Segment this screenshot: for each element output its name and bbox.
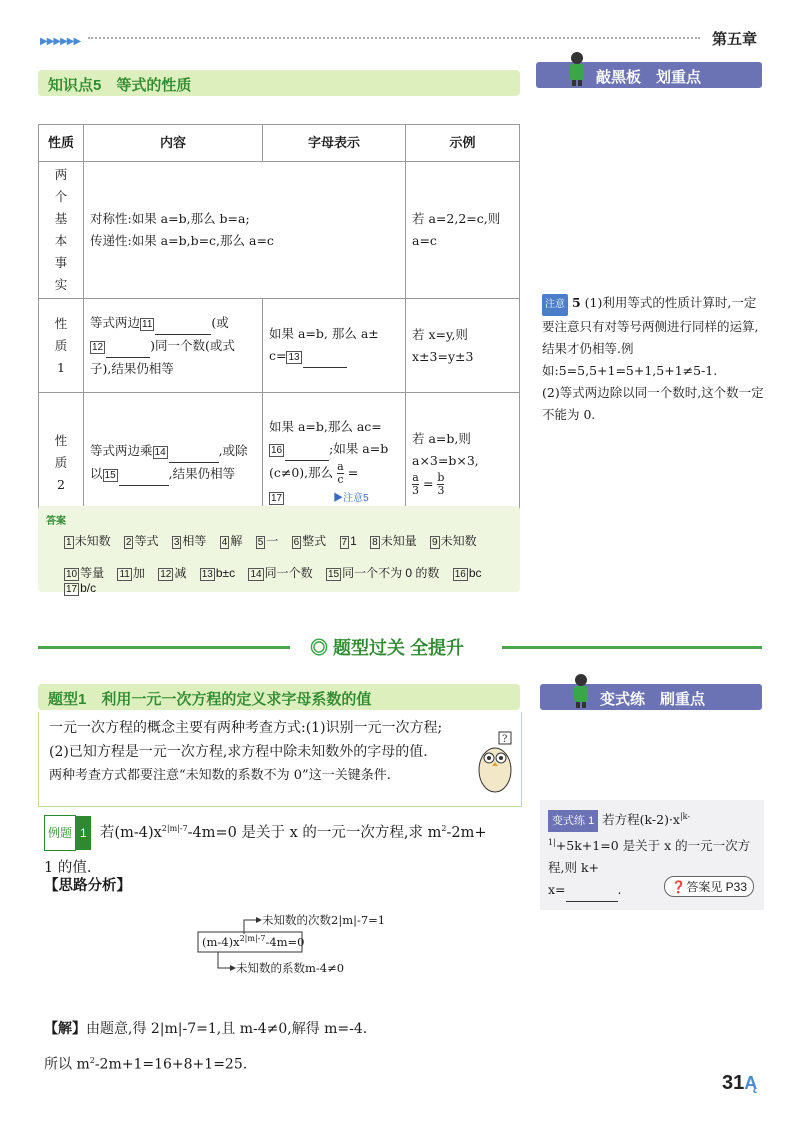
fraction: $\frac{b}{3}$ <box>437 471 445 497</box>
row-example: 若 a=b,则 a×3=b×3, $\frac{a}{3}$ = $\frac{b}{3}$ <box>406 393 520 533</box>
answers-box <box>38 506 520 595</box>
solution-block: 【解】由题意,得 2|m|-7=1,且 m-4≠0,解得 m=-4. 所以 $m^2-2m+1=16+8+1=25$. <box>44 1020 368 1073</box>
blank-field[interactable] <box>303 345 347 368</box>
student-icon <box>566 672 596 708</box>
variant-box: 变式练 1 若方程$(k-2)\cdot x^{|k-1|}+5k+1=0$ 是关于 x 的一元一次方程,则 k+ x= . ❓答案见 P33 <box>540 800 764 910</box>
row-name: 两个基本事实 <box>39 162 84 299</box>
row-name: 性质1 <box>39 299 84 393</box>
example-block: 例题 1 若$(m-4)x^{2|m|-7}-4m=0$ 是关于 x 的一元一次方程,求 $m^2-2m+$ 1 的值. <box>44 812 524 885</box>
section-header <box>38 70 520 96</box>
section-title: 知识点5 等式的性质 <box>48 77 192 94</box>
question-icon: ❓ <box>671 880 687 894</box>
row-letter: 如果 a=b, 那么 a± c= 13 <box>263 299 406 393</box>
row-content: 等式两边 11 (或 12 )同一个数(或式子),结果仍相等 <box>84 299 263 393</box>
teacher-icon <box>562 50 592 86</box>
chapter-title: 第五章 <box>712 31 758 48</box>
answer-ref-button[interactable]: ❓答案见 P33 <box>664 876 754 897</box>
answers-label: 答案 <box>46 516 66 527</box>
answers-row: 10 等量 11 加 12 减 13 b±c 14 同一个数 15 同一个不为 0 的数 16 bc 17 b/c <box>66 566 482 595</box>
variant-banner-title: 变式练 刷重点 <box>600 691 706 708</box>
analysis-label: 【思路分析】 <box>44 878 131 894</box>
blank-field[interactable] <box>119 463 169 486</box>
col-header: 性质 <box>39 125 84 162</box>
note-text: (2)等式两边除以同一个数时,这个数一定不能为 0. <box>542 385 764 422</box>
col-header: 示例 <box>406 125 520 162</box>
table-header-row <box>39 125 520 162</box>
practice-banner: ◎ 题型过关 全提升 <box>310 638 465 658</box>
arrow-decor-icon: ▶▶▶▶▶▶ <box>40 36 81 47</box>
type-intro: 一元一次方程的概念主要有两种考查方式:(1)识别一元一次方程; (2)已知方程是一元一次方程,求方程中除未知数外的字母的值. 两种考查方式都要注意“未知数的系数不为 0”这一关键条件. ? <box>38 712 522 807</box>
answers-row: 1 未知数 2 等式 3 相等 4 解 5 一 6 整式 7 1 8 未知量 9 未知数 <box>66 534 477 548</box>
example-label: 例题 <box>44 815 76 851</box>
note-label: 注意 <box>542 294 568 316</box>
col-header: 内容 <box>84 125 263 162</box>
note-box: 注意 5 (1)利用等式的性质计算时,一定要注意只有对等号两侧进行同样的运算,结果才仍相等.例如:5=5,5+1=5+1,5+1≠5-1. (2)等式两边除以同一个数时,这个数一定不能为 0. <box>542 295 764 422</box>
type-header <box>38 684 520 710</box>
table-row <box>39 299 520 393</box>
row-example: 若 x=y,则 x±3=y±3 <box>406 299 520 393</box>
col-header: 字母表示 <box>263 125 406 162</box>
row-letter: 如果 a=b,那么 ac= 16 ;如果 a=b (c≠0),那么 $\frac{a}{c}$ = 17 ▶注意5 <box>263 393 406 533</box>
variant-banner <box>540 684 762 710</box>
blank-field[interactable] <box>169 440 219 463</box>
header-rule <box>40 32 700 47</box>
row-name: 性质2 <box>39 393 84 533</box>
fraction: $\frac{a}{3}$ <box>412 471 419 497</box>
page-number: 31Ą <box>722 1072 758 1094</box>
type-title: 题型1 利用一元一次方程的定义求字母系数的值 <box>48 691 372 708</box>
spiral-icon: ◎ <box>310 638 328 658</box>
answer-blank[interactable] <box>566 879 618 902</box>
content-line: 传递性:如果 a=b,b=c,那么 a=c <box>90 233 274 248</box>
blank-field[interactable] <box>106 335 150 358</box>
content-line: 对称性:如果 a=b,那么 b=a; <box>90 211 250 226</box>
blank-field[interactable] <box>285 438 329 461</box>
blank-field[interactable] <box>155 312 211 335</box>
fraction: $\frac{a}{c}$ <box>337 459 344 486</box>
note-text: (1)利用等式的性质计算时,一定要注意只有对等号两侧进行同样的运算,结果才仍相等.例如:5=5,5+1=5+1,5+1≠5-1. <box>542 295 759 378</box>
row-example: 若 a=2,2=c,则 a=c <box>406 162 520 299</box>
side-banner-title: 敲黑板 划重点 <box>596 69 702 86</box>
row-content <box>84 162 406 299</box>
owl-mascot-icon <box>473 730 517 798</box>
side-banner <box>536 62 762 88</box>
properties-table <box>38 124 520 533</box>
svg-text:?: ? <box>502 734 508 745</box>
diagram-equation: $(m-4)x^{2|m|-7}-4m=0$ <box>202 934 305 949</box>
table-row <box>39 162 520 299</box>
logo-icon: Ą <box>744 1073 758 1093</box>
note-link[interactable]: ▶注意5 <box>333 492 369 504</box>
variant-label: 变式练 1 <box>548 810 598 832</box>
analysis-diagram: 未知数的次数2|m|-7=1 $(m-4)x^{2|m|-7}-4m=0$ 未知数的系数m-4≠0 <box>196 912 436 976</box>
row-content: 等式两边乘 14 ,或除以 15 ,结果仍相等 <box>84 393 263 533</box>
